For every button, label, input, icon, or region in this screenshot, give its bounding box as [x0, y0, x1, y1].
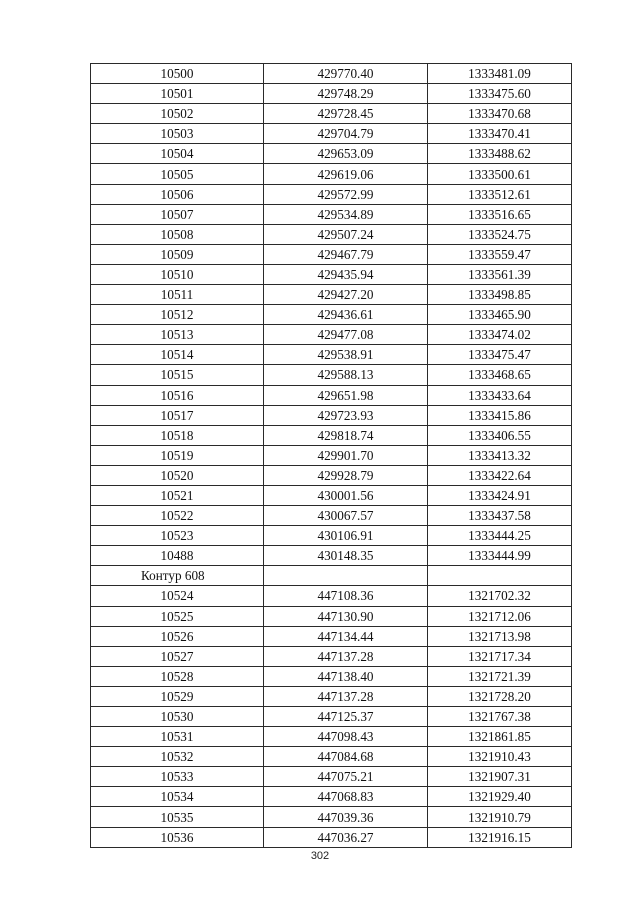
y-coordinate-cell: 1333470.41 [428, 124, 572, 144]
point-id-cell: 10519 [91, 445, 264, 465]
table-row [91, 385, 572, 405]
x-coordinate-cell: 430148.35 [264, 546, 428, 566]
table-row [91, 465, 572, 485]
table-row [91, 104, 572, 124]
y-coordinate-cell: 1333561.39 [428, 264, 572, 284]
y-coordinate-cell: 1333424.91 [428, 485, 572, 505]
point-id-cell: 10531 [91, 727, 264, 747]
y-coordinate-cell: 1333498.85 [428, 285, 572, 305]
x-coordinate-cell: 447125.37 [264, 707, 428, 727]
point-id-cell: 10521 [91, 485, 264, 505]
x-coordinate-cell: 447137.28 [264, 646, 428, 666]
y-coordinate-cell: 1333475.47 [428, 345, 572, 365]
table-row [91, 445, 572, 465]
point-id-cell: 10504 [91, 144, 264, 164]
table-row [91, 807, 572, 827]
table-row [91, 144, 572, 164]
table-row [91, 546, 572, 566]
point-id-cell: 10518 [91, 425, 264, 445]
table-row [91, 606, 572, 626]
y-coordinate-cell: 1321717.34 [428, 646, 572, 666]
point-id-cell: 10536 [91, 827, 264, 847]
x-coordinate-cell: 447137.28 [264, 686, 428, 706]
point-id-cell: 10509 [91, 244, 264, 264]
y-coordinate-cell: 1333475.60 [428, 84, 572, 104]
point-id-cell: 10526 [91, 626, 264, 646]
point-id-cell: 10508 [91, 224, 264, 244]
table-row [91, 506, 572, 526]
point-id-cell: 10520 [91, 465, 264, 485]
point-id-cell: 10506 [91, 184, 264, 204]
point-id-cell: 10516 [91, 385, 264, 405]
point-id-cell: 10517 [91, 405, 264, 425]
y-coordinate-cell: 1321929.40 [428, 787, 572, 807]
x-coordinate-cell: 429928.79 [264, 465, 428, 485]
contour-header-body [91, 566, 572, 586]
point-id-cell: 10528 [91, 666, 264, 686]
y-coordinate-cell: 1333474.02 [428, 325, 572, 345]
x-coordinate-cell: 429435.94 [264, 264, 428, 284]
table-row [91, 264, 572, 284]
contour-empty-cell [428, 566, 572, 586]
x-coordinate-cell: 430106.91 [264, 526, 428, 546]
y-coordinate-cell: 1333415.86 [428, 405, 572, 425]
table-row [91, 405, 572, 425]
y-coordinate-cell: 1333422.64 [428, 465, 572, 485]
x-coordinate-cell: 429427.20 [264, 285, 428, 305]
y-coordinate-cell: 1333465.90 [428, 305, 572, 325]
x-coordinate-cell: 429507.24 [264, 224, 428, 244]
y-coordinate-cell: 1321702.32 [428, 586, 572, 606]
point-id-cell: 10525 [91, 606, 264, 626]
y-coordinate-cell: 1333406.55 [428, 425, 572, 445]
point-id-cell: 10505 [91, 164, 264, 184]
y-coordinate-cell: 1333468.65 [428, 365, 572, 385]
table-row [91, 365, 572, 385]
point-id-cell: 10501 [91, 84, 264, 104]
x-coordinate-cell: 429818.74 [264, 425, 428, 445]
point-id-cell: 10522 [91, 506, 264, 526]
table-row [91, 727, 572, 747]
table-row [91, 827, 572, 847]
coordinates-table-body-a [91, 64, 572, 566]
x-coordinate-cell: 429723.93 [264, 405, 428, 425]
table-row [91, 164, 572, 184]
y-coordinate-cell: 1321907.31 [428, 767, 572, 787]
coordinates-table-body-b [91, 586, 572, 847]
point-id-cell: 10527 [91, 646, 264, 666]
y-coordinate-cell: 1321712.06 [428, 606, 572, 626]
x-coordinate-cell: 429653.09 [264, 144, 428, 164]
table-row [91, 526, 572, 546]
x-coordinate-cell: 447134.44 [264, 626, 428, 646]
point-id-cell: 10523 [91, 526, 264, 546]
y-coordinate-cell: 1321728.20 [428, 686, 572, 706]
x-coordinate-cell: 447138.40 [264, 666, 428, 686]
y-coordinate-cell: 1333512.61 [428, 184, 572, 204]
table-row [91, 204, 572, 224]
point-id-cell: 10500 [91, 64, 264, 84]
page-number: 302 [310, 850, 330, 862]
point-id-cell: 10530 [91, 707, 264, 727]
y-coordinate-cell: 1321721.39 [428, 666, 572, 686]
point-id-cell: 10532 [91, 747, 264, 767]
x-coordinate-cell: 429467.79 [264, 244, 428, 264]
point-id-cell: 10507 [91, 204, 264, 224]
x-coordinate-cell: 429901.70 [264, 445, 428, 465]
table-row [91, 767, 572, 787]
point-id-cell: 10502 [91, 104, 264, 124]
x-coordinate-cell: 429728.45 [264, 104, 428, 124]
contour-empty-cell [264, 566, 428, 586]
table-row [91, 124, 572, 144]
y-coordinate-cell: 1321767.38 [428, 707, 572, 727]
table-row [91, 646, 572, 666]
point-id-cell: 10535 [91, 807, 264, 827]
table-row [91, 84, 572, 104]
y-coordinate-cell: 1333516.65 [428, 204, 572, 224]
table-row [91, 707, 572, 727]
x-coordinate-cell: 430001.56 [264, 485, 428, 505]
x-coordinate-cell: 447036.27 [264, 827, 428, 847]
y-coordinate-cell: 1321861.85 [428, 727, 572, 747]
x-coordinate-cell: 429619.06 [264, 164, 428, 184]
point-id-cell: 10513 [91, 325, 264, 345]
point-id-cell: 10534 [91, 787, 264, 807]
table-row [91, 425, 572, 445]
y-coordinate-cell: 1333437.58 [428, 506, 572, 526]
y-coordinate-cell: 1333481.09 [428, 64, 572, 84]
y-coordinate-cell: 1321910.43 [428, 747, 572, 767]
x-coordinate-cell: 429748.29 [264, 84, 428, 104]
x-coordinate-cell: 429588.13 [264, 365, 428, 385]
table-row [91, 244, 572, 264]
y-coordinate-cell: 1333444.99 [428, 546, 572, 566]
point-id-cell: 10503 [91, 124, 264, 144]
x-coordinate-cell: 429538.91 [264, 345, 428, 365]
coordinates-table [90, 63, 572, 848]
table-row [91, 787, 572, 807]
point-id-cell: 10488 [91, 546, 264, 566]
table-row [91, 305, 572, 325]
contour-header-row [91, 566, 572, 586]
table-row [91, 747, 572, 767]
x-coordinate-cell: 447084.68 [264, 747, 428, 767]
x-coordinate-cell: 429534.89 [264, 204, 428, 224]
point-id-cell: 10529 [91, 686, 264, 706]
table-row [91, 224, 572, 244]
x-coordinate-cell: 447108.36 [264, 586, 428, 606]
x-coordinate-cell: 447068.83 [264, 787, 428, 807]
x-coordinate-cell: 429704.79 [264, 124, 428, 144]
x-coordinate-cell: 429572.99 [264, 184, 428, 204]
x-coordinate-cell: 429651.98 [264, 385, 428, 405]
table-row [91, 686, 572, 706]
point-id-cell: 10514 [91, 345, 264, 365]
y-coordinate-cell: 1333413.32 [428, 445, 572, 465]
x-coordinate-cell: 447098.43 [264, 727, 428, 747]
y-coordinate-cell: 1321713.98 [428, 626, 572, 646]
y-coordinate-cell: 1321910.79 [428, 807, 572, 827]
point-id-cell: 10510 [91, 264, 264, 284]
table-row [91, 285, 572, 305]
x-coordinate-cell: 429477.08 [264, 325, 428, 345]
x-coordinate-cell: 430067.57 [264, 506, 428, 526]
point-id-cell: 10512 [91, 305, 264, 325]
y-coordinate-cell: 1321916.15 [428, 827, 572, 847]
y-coordinate-cell: 1333524.75 [428, 224, 572, 244]
y-coordinate-cell: 1333433.64 [428, 385, 572, 405]
point-id-cell: 10533 [91, 767, 264, 787]
table-row [91, 666, 572, 686]
x-coordinate-cell: 447075.21 [264, 767, 428, 787]
y-coordinate-cell: 1333444.25 [428, 526, 572, 546]
table-row [91, 345, 572, 365]
contour-label: Контур 608 [91, 566, 264, 586]
x-coordinate-cell: 447039.36 [264, 807, 428, 827]
table-row [91, 184, 572, 204]
table-row [91, 64, 572, 84]
y-coordinate-cell: 1333488.62 [428, 144, 572, 164]
point-id-cell: 10524 [91, 586, 264, 606]
y-coordinate-cell: 1333470.68 [428, 104, 572, 124]
y-coordinate-cell: 1333559.47 [428, 244, 572, 264]
table-row [91, 485, 572, 505]
x-coordinate-cell: 429770.40 [264, 64, 428, 84]
x-coordinate-cell: 447130.90 [264, 606, 428, 626]
table-row [91, 325, 572, 345]
point-id-cell: 10511 [91, 285, 264, 305]
table-row [91, 626, 572, 646]
point-id-cell: 10515 [91, 365, 264, 385]
x-coordinate-cell: 429436.61 [264, 305, 428, 325]
y-coordinate-cell: 1333500.61 [428, 164, 572, 184]
table-row [91, 586, 572, 606]
